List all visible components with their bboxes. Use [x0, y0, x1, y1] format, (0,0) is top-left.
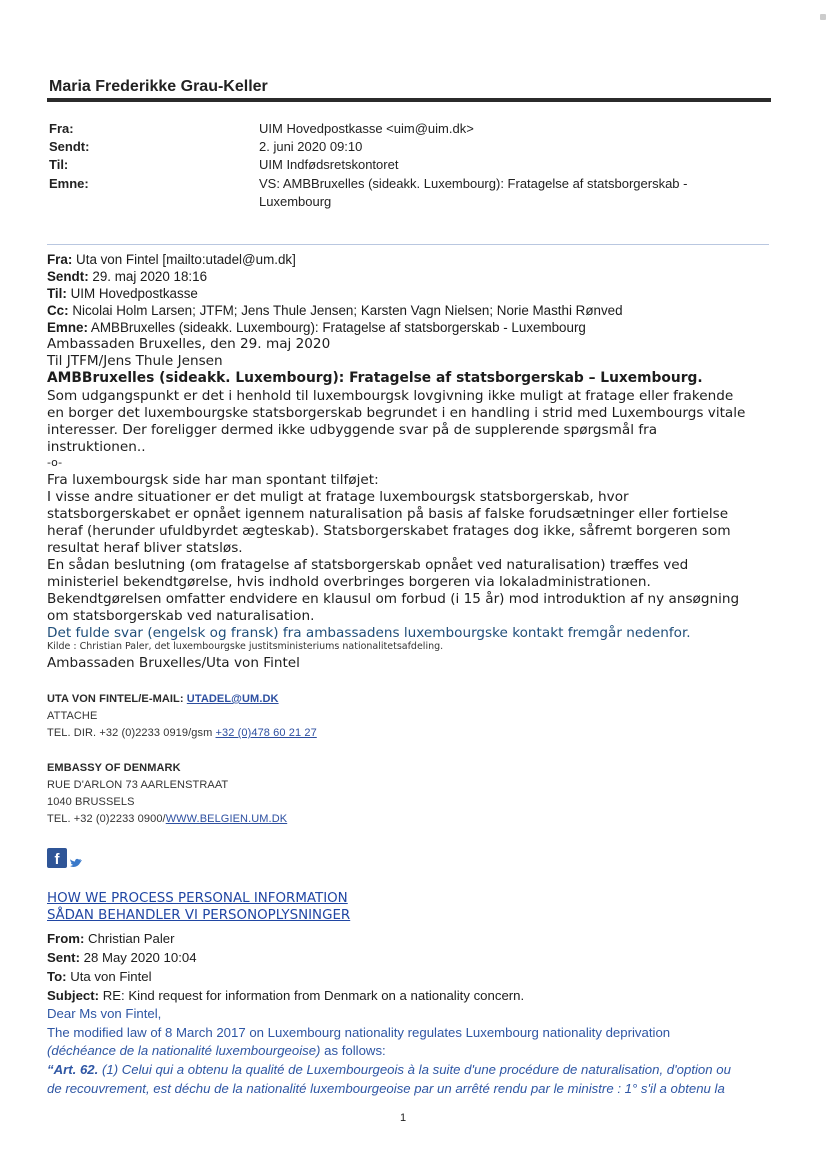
sender-name: Maria Frederikke Grau-Keller — [49, 78, 268, 95]
privacy-link-da[interactable]: SÅDAN BEHANDLER VI PERSONOPLYSNINGER — [47, 908, 351, 923]
reply-paragraph-line: (déchéance de la nationalité luxembourgeoise) as follows: — [47, 1043, 386, 1058]
privacy-link-en[interactable]: HOW WE PROCESS PERSONAL INFORMATION — [47, 891, 348, 906]
signature-phone: TEL. DIR. +32 (0)2233 0919/gsm +32 (0)478 60 21 27 — [47, 727, 317, 739]
body-line: interesser. Der foreligger dermed ikke udbyggende svar på de supplerende spørgsmål fra — [47, 422, 658, 438]
body-line: heraf (herunder ufuldbyrdet ægteskab). Statsborgerskabet fratages dog ikke, såfremt borgeren som — [47, 523, 731, 539]
forward-from: Fra: Uta von Fintel [mailto:utadel@um.dk] — [47, 252, 296, 267]
header-label-subject: Emne: — [49, 176, 89, 191]
body-line: I visse andre situationer er det muligt at fratage luxembourgsk statsborgerskab, hvor — [47, 489, 629, 505]
body-line: Til JTFM/Jens Thule Jensen — [47, 353, 223, 369]
signature-name: UTA VON FINTEL/E-MAIL: UTADEL@UM.DK — [47, 693, 279, 705]
body-line: Bekendtgørelsen omfatter endvidere en klausul om forbud (i 15 år) mod introduktion af ny ansøgning — [47, 591, 740, 607]
header-value-from: UIM Hovedpostkasse <uim@uim.dk> — [259, 121, 474, 136]
forward-subject: Emne: AMBBruxelles (sideakk. Luxembourg): Fratagelse af statsborgerskab - Luxembourg — [47, 320, 586, 335]
header-label-to: Til: — [49, 157, 69, 172]
article-line: “Art. 62. (1) Celui qui a obtenu la qualité de Luxembourgeois à la suite d'une procédure de naturalisation, d'option ou — [47, 1062, 731, 1077]
reply-from: From: Christian Paler — [47, 931, 175, 946]
signature-mobile-link[interactable]: +32 (0)478 60 21 27 — [215, 727, 317, 739]
reply-subject: Subject: RE: Kind request for information from Denmark on a nationality concern. — [47, 988, 525, 1003]
body-line: Som udgangspunkt er det i henhold til luxembourgsk lovgivning ikke muligt at fratage eller frakende — [47, 388, 734, 404]
forward-separator — [47, 244, 769, 245]
signature-title: ATTACHE — [47, 710, 98, 722]
signature-phone2: TEL. +32 (0)2233 0900/WWW.BELGIEN.UM.DK — [47, 813, 288, 825]
article-line: de recouvrement, est déchu de la nationalité luxembourgeoise par un arrêté rendu par le ministre : 1° s'il a obtenu la — [47, 1081, 725, 1096]
reply-sent: Sent: 28 May 2020 10:04 — [47, 950, 197, 965]
signature-website-link[interactable]: WWW.BELGIEN.UM.DK — [165, 813, 288, 825]
body-line: Ambassaden Bruxelles, den 29. maj 2020 — [47, 336, 331, 352]
signature-email-link[interactable]: UTADEL@UM.DK — [186, 693, 279, 705]
header-value-subject: VS: AMBBruxelles (sideakk. Luxembourg): Fratagelse af statsborgerskab - — [259, 176, 688, 191]
signature-org: EMBASSY OF DENMARK — [47, 762, 181, 774]
body-line: ministeriel bekendtgørelse, hvis indhold overbringes borgeren via lokaladministrationen. — [47, 574, 651, 590]
body-separator: -o- — [47, 456, 63, 469]
page-number: 1 — [400, 1112, 407, 1124]
twitter-icon[interactable] — [69, 857, 83, 869]
body-line: statsborgerskabet er opnået igennem naturalisation på basis af falske forudsætninger eller fortielse — [47, 506, 729, 522]
svg-text:f: f — [54, 851, 60, 868]
signature-address1: RUE D'ARLON 73 AARLENSTRAAT — [47, 779, 229, 791]
body-line: resultat heraf bliver statsløs. — [47, 540, 243, 556]
header-label-from: Fra: — [49, 121, 74, 136]
header-label-sent: Sendt: — [49, 139, 90, 154]
scan-mark — [820, 14, 826, 20]
header-rule — [47, 98, 771, 102]
reply-paragraph-line: The modified law of 8 March 2017 on Luxembourg nationality regulates Luxembourg nationality deprivation — [47, 1025, 671, 1040]
social-icons — [47, 848, 81, 868]
body-line: Fra luxembourgsk side har man spontant tilføjet: — [47, 472, 379, 488]
body-line: om statsborgerskab ved naturalisation. — [47, 608, 315, 624]
signature-address2: 1040 BRUSSELS — [47, 796, 135, 808]
body-line: En sådan beslutning (om fratagelse af statsborgerskab opnået ved naturalisation) træffes ved — [47, 557, 689, 573]
forward-to: Til: UIM Hovedpostkasse — [47, 286, 198, 301]
body-heading: AMBBruxelles (sideakk. Luxembourg): Fratagelse af statsborgerskab – Luxembourg. — [47, 370, 703, 386]
header-value-sent: 2. juni 2020 09:10 — [259, 139, 363, 154]
closing-line: Ambassaden Bruxelles/Uta von Fintel — [47, 655, 300, 671]
header-value-subject-cont: Luxembourg — [259, 194, 332, 209]
reply-greeting: Dear Ms von Fintel, — [47, 1006, 162, 1021]
body-line: instruktionen.. — [47, 439, 146, 455]
forward-sent: Sendt: 29. maj 2020 18:16 — [47, 269, 208, 284]
header-value-to: UIM Indfødsretskontoret — [259, 157, 399, 172]
body-line: Det fulde svar (engelsk og fransk) fra ambassadens luxembourgske kontakt fremgår nedenfor. — [47, 625, 691, 641]
forward-cc: Cc: Nicolai Holm Larsen; JTFM; Jens Thule Jensen; Karsten Vagn Nielsen; Norie Masthi Rønved — [47, 303, 623, 318]
reply-to: To: Uta von Fintel — [47, 969, 152, 984]
source-note: Kilde : Christian Paler, det luxembourgske justitsministeriums nationalitetsafdeling. — [47, 641, 444, 652]
body-line: en borger det luxembourgske statsborgerskab begrundet i en handling i strid med Luxembourgs vitale — [47, 405, 746, 421]
